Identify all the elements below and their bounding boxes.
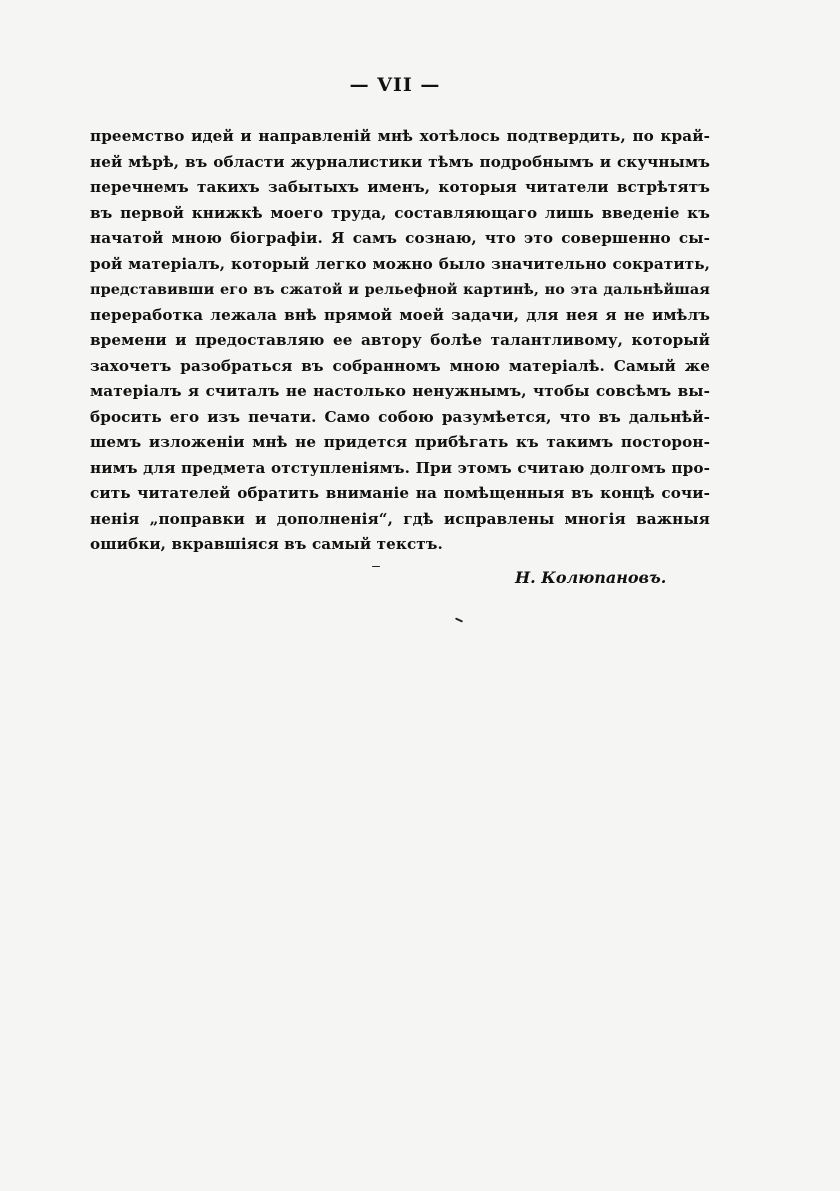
text-line: представивши его въ сжатой и рельефной картинѣ, но эта дальнѣйшая xyxy=(90,281,710,298)
text-line: ошибки, вкравшіяся въ самый текстъ. xyxy=(90,535,443,553)
text-line: захочетъ разобраться въ собранномъ мною матеріалѣ. Самый же xyxy=(90,356,710,375)
text-line: нимъ для предмета отступленіямъ. При этомъ считаю долгомъ про- xyxy=(90,458,710,477)
text-line: бросить его изъ печати. Само собою разумѣется, что въ дальнѣй- xyxy=(90,407,710,426)
text-line: въ первой книжкѣ моего труда, составляющаго лишь введеніе къ xyxy=(90,203,710,222)
text-line: сить читателей обратить вниманіе на помѣщенныя въ концѣ сочи- xyxy=(90,484,710,502)
text-line: времени и предоставляю ее автору болѣе талантливому, который xyxy=(90,331,710,349)
text-line: шемъ изложеніи мнѣ не придется прибѣгать къ такимъ посторон- xyxy=(90,433,710,451)
text-line: матеріалъ я считалъ не настолько ненужнымъ, чтобы совсѣмъ вы- xyxy=(90,382,710,400)
ink-speck xyxy=(372,566,380,567)
ink-speck xyxy=(455,617,463,622)
text-line: ней мѣрѣ, въ области журналистики тѣмъ подробнымъ и скучнымъ xyxy=(90,152,710,171)
author-signature: Н. Колюпановъ. xyxy=(515,568,667,587)
text-line: переработка лежала внѣ прямой моей задачи, для нея я не имѣлъ xyxy=(90,305,710,324)
text-line: рой матеріалъ, который легко можно было значительно сократить, xyxy=(90,254,710,273)
text-line: ненія „поправки и дополненія“, гдѣ исправлены многія важныя xyxy=(90,509,710,528)
text-line: преемство идей и направленій мнѣ хотѣлось подтвердить, по край- xyxy=(90,127,710,145)
text-line: начатой мною біографіи. Я самъ сознаю, что это совершенно сы- xyxy=(90,229,710,247)
page-number: — VII — xyxy=(349,74,441,96)
body-text xyxy=(90,124,710,558)
text-line: перечнемъ такихъ забытыхъ именъ, которыя читатели встрѣтятъ xyxy=(90,178,710,196)
